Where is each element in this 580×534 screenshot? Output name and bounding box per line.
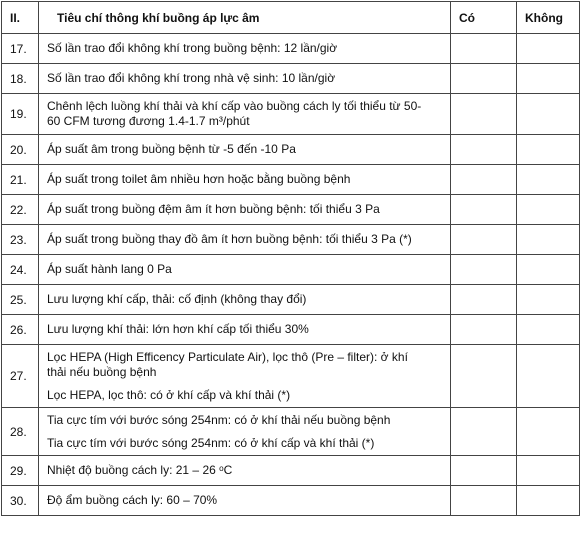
table-row — [2, 135, 580, 165]
yes-cell[interactable] — [451, 486, 517, 516]
yes-cell[interactable] — [451, 34, 517, 64]
no-cell[interactable] — [517, 456, 580, 486]
yes-cell[interactable] — [451, 285, 517, 315]
no-cell[interactable] — [517, 315, 580, 345]
table-row — [2, 255, 580, 285]
row-number: 30. — [2, 486, 39, 516]
criterion-text — [39, 225, 451, 255]
criterion-line: Áp suất trong toilet âm nhiều hơn hoặc bằng buồng bệnh — [47, 172, 351, 186]
row-number: 27. — [2, 345, 39, 408]
criterion-line: Lưu lượng khí thải: lớn hơn khí cấp tối thiểu 30% — [47, 322, 309, 336]
no-cell[interactable] — [517, 225, 580, 255]
no-cell[interactable] — [517, 285, 580, 315]
row-number: 24. — [2, 255, 39, 285]
criterion-text — [39, 94, 451, 135]
row-number: 21. — [2, 165, 39, 195]
no-cell[interactable] — [517, 135, 580, 165]
table-row — [2, 456, 580, 486]
row-number: 20. — [2, 135, 39, 165]
table-row — [2, 64, 580, 94]
yes-cell[interactable] — [451, 135, 517, 165]
no-cell[interactable] — [517, 195, 580, 225]
no-cell[interactable] — [517, 64, 580, 94]
no-cell[interactable] — [517, 408, 580, 456]
row-number: 19. — [2, 94, 39, 135]
yes-cell[interactable] — [451, 345, 517, 408]
criterion-line: Số lần trao đổi không khí trong nhà vệ sinh: 10 lần/giờ — [47, 71, 336, 85]
criterion-text — [39, 285, 451, 315]
criterion-text — [39, 64, 451, 94]
table-row — [2, 34, 580, 64]
yes-cell[interactable] — [451, 315, 517, 345]
ventilation-criteria-table — [1, 1, 580, 516]
criterion-line: Áp suất trong buồng thay đồ âm ít hơn buồng bệnh: tối thiểu 3 Pa (*) — [47, 232, 412, 246]
criterion-text — [39, 345, 451, 408]
yes-cell[interactable] — [451, 94, 517, 135]
criterion-line: Tia cực tím với bước sóng 254nm: có ở khí thải nếu buồng bệnh — [47, 412, 391, 427]
criterion-line: 60 CFM tương đương 1.4-1.7 m³/phút — [47, 114, 250, 128]
yes-cell[interactable] — [451, 64, 517, 94]
no-cell[interactable] — [517, 34, 580, 64]
criterion-line: Áp suất hành lang 0 Pa — [47, 262, 172, 276]
yes-cell[interactable] — [451, 255, 517, 285]
header-row — [2, 2, 580, 34]
no-cell[interactable] — [517, 255, 580, 285]
table-row — [2, 345, 580, 408]
table-row — [2, 486, 580, 516]
criterion-text — [39, 135, 451, 165]
criterion-line: Lưu lượng khí cấp, thải: cố định (không thay đổi) — [47, 292, 307, 306]
row-number: 18. — [2, 64, 39, 94]
row-number: 26. — [2, 315, 39, 345]
criterion-line: Số lần trao đổi không khí trong buồng bệnh: 12 lần/giờ — [47, 41, 338, 55]
yes-cell[interactable] — [451, 456, 517, 486]
criteria-header: Tiêu chí thông khí buồng áp lực âm — [39, 2, 451, 34]
row-number: 17. — [2, 34, 39, 64]
criterion-line: Áp suất trong buồng đệm âm ít hơn buồng bệnh: tối thiểu 3 Pa — [47, 202, 380, 216]
criterion-text — [39, 165, 451, 195]
criterion-text — [39, 408, 451, 456]
yes-cell[interactable] — [451, 165, 517, 195]
yes-cell[interactable] — [451, 225, 517, 255]
criterion-line: Chênh lệch luồng khí thải và khí cấp vào buồng cách ly tối thiểu từ 50- — [47, 99, 422, 113]
table-row — [2, 165, 580, 195]
no-column-header: Không — [517, 2, 580, 34]
no-cell[interactable] — [517, 165, 580, 195]
criterion-line: Độ ẩm buồng cách ly: 60 – 70% — [47, 493, 218, 507]
criterion-text — [39, 456, 451, 486]
yes-cell[interactable] — [451, 408, 517, 456]
criterion-text — [39, 195, 451, 225]
criterion-line: thải nếu buồng bệnh — [47, 364, 157, 379]
table-row — [2, 195, 580, 225]
table-row — [2, 285, 580, 315]
no-cell[interactable] — [517, 345, 580, 408]
no-cell[interactable] — [517, 94, 580, 135]
row-number: 22. — [2, 195, 39, 225]
criterion-line: Áp suất âm trong buồng bệnh từ -5 đến -10 Pa — [47, 142, 296, 156]
yes-column-header: Có — [451, 2, 517, 34]
row-number: 29. — [2, 456, 39, 486]
criterion-line: Lọc HEPA (High Efficency Particulate Air), lọc thô (Pre – filter): ở khí — [47, 349, 408, 364]
table-row — [2, 408, 580, 456]
criterion-text — [39, 34, 451, 64]
criterion-text — [39, 486, 451, 516]
criterion-text — [39, 255, 451, 285]
criterion-line: Nhiệt độ buồng cách ly: 21 – 26 ᵒC — [47, 463, 233, 477]
criterion-extra-line: Tia cực tím với bước sóng 254nm: có ở khí cấp và khí thải (*) — [47, 435, 375, 450]
row-number: 28. — [2, 408, 39, 456]
table-row — [2, 225, 580, 255]
section-number-header: II. — [2, 2, 39, 34]
criterion-extra-line: Lọc HEPA, lọc thô: có ở khí cấp và khí thải (*) — [47, 387, 291, 402]
yes-cell[interactable] — [451, 195, 517, 225]
table-row — [2, 94, 580, 135]
table-row — [2, 315, 580, 345]
row-number: 23. — [2, 225, 39, 255]
no-cell[interactable] — [517, 486, 580, 516]
row-number: 25. — [2, 285, 39, 315]
criterion-text — [39, 315, 451, 345]
